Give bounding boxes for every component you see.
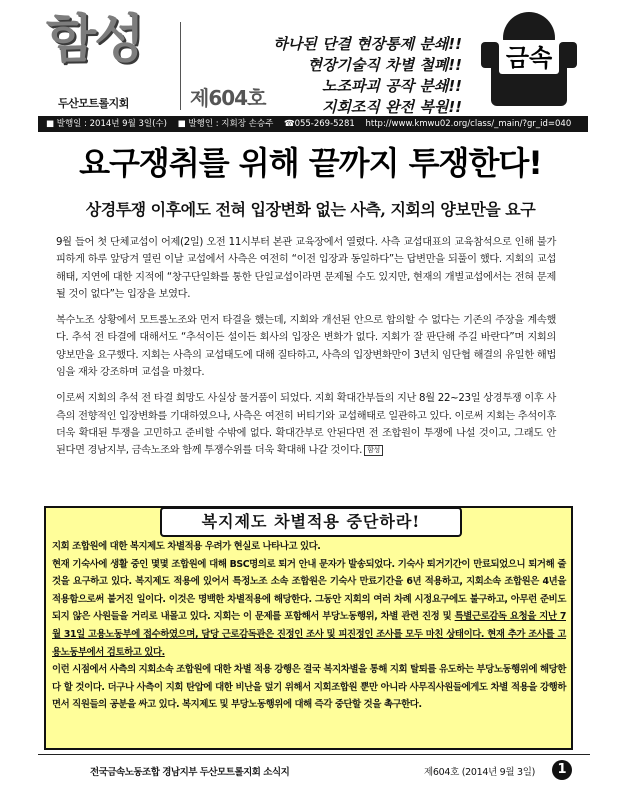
notice-paragraph: 현재 기숙사에 생활 중인 몇몇 조합원에 대해 BSC명의로 퇴거 안내 문자가 발송되었다. 기숙사 퇴거기간이 만료되었으니 퇴거해 줄 것을 요구하고 있다. 복지제도 적용에 있어서 특정노조 소속 조합원은 기숙사 만료기간을 6년 적용하고, 지회소속 조합원은 4년을 적용함으로써 붙거진 일이다. 이것은 명백한 차별적용에 해당한다. 그동안 지회의 여러 차례 시정요구에도 불구하고, 아무런 준비도 되지 않은 사원들을 거리로 내몰고 있다. 지회는 이 문제를 포함해서 부당노동행위, 차별 관련 진정 및 특별근로감독 요청을 지난 7월 31일 고용노동부에 접수하였으며, 담당 근로감독관은 진정인 조사 및 피진정인 조사를 모두 마친 상태이다. 현재 추가 조사를 고용노동부에서 검토하고 있다. — [52, 558, 566, 658]
notice-paragraph: 이런 시점에서 사측의 지회소속 조합원에 대한 차별 적용 강행은 결국 복지차별을 통해 지회 탈퇴를 유도하는 부당노동행위에 해당한다 할 것이다. 더구나 사측이 지회 탄압에 대한 비난을 덮기 위해서 지회조합원 뿐만 아니라 사무직사원들에게도 차별 적용을 강행하면서 직원들의 공분을 싸고 있다. 복지제도 및 부당노동행위에 대해 즉각 중단할 것을 촉구한다. — [52, 664, 566, 711]
footer-issue: 제604호 (2014년 9월 3일) — [424, 767, 536, 778]
notice-paragraph: 지회 조합원에 대한 복지제도 차별적용 우려가 현실로 나타나고 있다. — [52, 541, 321, 552]
article-paragraph: 이로써 지회의 추석 전 타결 희망도 사실상 물거품이 되었다. 지회 확대간부들의 지난 8월 22~23일 상경투쟁 이후 사측의 전향적인 입장변화를 기대하였으나, 사측은 여전히 버티기와 교섭해태로 일관하고 있다. 이로써 지회는 추석이후 더욱 확대된 투쟁을 고민하고 준비할 수밖에 없다. 확대간부로 안된다면 전 조합원이 투쟁에 나설 것이고, 그래도 안 된다면 경남지부, 금속노조와 함께 투쟁수위를 더욱 확대해 나갈 것이다. 함성 — [56, 393, 556, 457]
slogan: 지회조직 완전 복원!! — [321, 98, 462, 116]
welfare-notice-title: 복지제도 차별적용 중단하라! — [160, 507, 462, 537]
publisher: ■ 발행인 : 지회장 손승주 — [177, 119, 274, 129]
issue-number: 제604호 — [190, 86, 266, 110]
branch-name: 두산모트롤지회 — [58, 97, 129, 110]
footer-publisher: 전국금속노동조합 경남지부 두산모트롤지회 소식지 — [90, 767, 290, 778]
article-paragraph: 복수노조 상황에서 모트롤노조와 먼저 타결을 했는데, 지회와 개선된 안으로 합의할 수 없다는 기존의 주장을 계속했다. 추석 전 타결에 대해서도 “추석이든 설이든 회사의 입장은 변화가 없다. 지회가 잘 판단해 주길 바란다”며 지회의 양보만을 요구했다. 지회는 사측의 교섭태도에 대해 질타하고, 사측의 입장변화만이 3년치 임단협 해결의 유일한 해법임을 재차 강조하며 교섭을 마쳤다. — [56, 315, 556, 379]
publish-date: ■ 발행일 : 2014년 9월 3일(수) — [46, 119, 167, 129]
underlined-text: 특별근로감독 요청을 지난 7월 31일 고용노동부에 접수하였으며, 담당 근로감독관은 진정인 조사 및 피진정인 조사를 모두 마친 상태이다. 현재 추가 조사를 고용노동부에서 검토하고 있다. — [52, 611, 566, 658]
subheadline: 상경투쟁 이후에도 전혀 입장변화 없는 사측, 지회의 양보만을 요구 — [85, 200, 536, 219]
masthead-divider — [180, 22, 181, 110]
website-url[interactable]: http://www.kmwu02.org/class/_main/?gr_id=040 — [365, 119, 572, 129]
union-fist-emblem — [469, 12, 589, 114]
welfare-notice-text — [52, 538, 566, 714]
article-body — [56, 234, 556, 469]
emblem-label: 금속 — [505, 44, 553, 72]
end-stamp: 함성 — [364, 445, 383, 456]
slogan: 하나된 단결 현장통제 분쇄!! — [273, 35, 462, 53]
page-number: 1 — [552, 760, 572, 780]
publication-info-bar — [38, 116, 588, 132]
phone-number: ☎055-269-5281 — [283, 119, 355, 129]
footer-rule — [38, 754, 590, 755]
slogan-list — [262, 34, 462, 118]
slogan: 노조파괴 공작 분쇄!! — [321, 77, 462, 95]
slogan: 현장기술직 차별 철폐!! — [307, 56, 462, 74]
article-paragraph: 9월 들어 첫 단체교섭이 어제(2일) 오전 11시부터 본관 교육장에서 열렸다. 사측 교섭대표의 교육참석으로 인해 불가피하게 하루 앞당겨 열린 이날 교섭에서 사측은 여전히 “이전 입장과 동일하다”는 답변만을 되풀이 했다. 지회의 교섭 해태, 지연에 대한 지적에 “창구단일화를 통한 단일교섭이라면 문제될 수도 있지만, 현재의 개별교섭에서는 전혀 문제될 것이 없다”는 입장을 보였다. — [56, 237, 556, 300]
headline: 요구쟁취를 위해 끝까지 투쟁한다! — [79, 144, 542, 182]
newsletter-logo: 함성 — [46, 10, 143, 70]
